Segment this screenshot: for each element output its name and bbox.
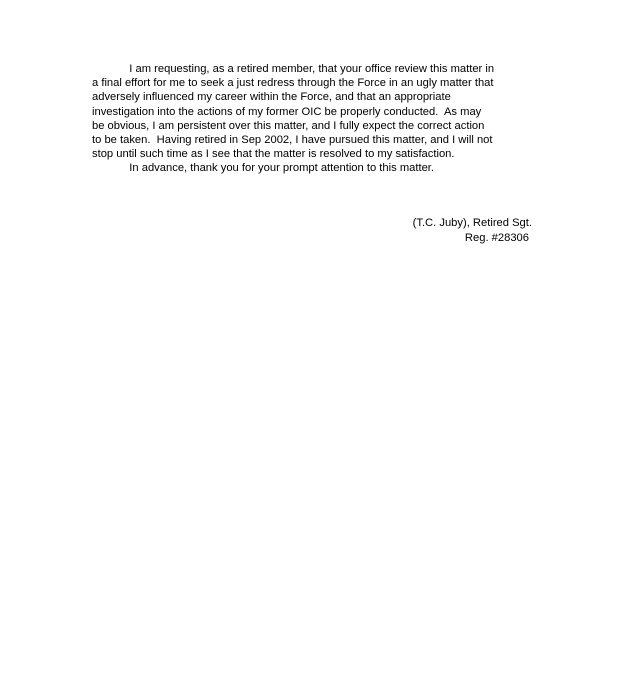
letter-body bbox=[92, 62, 536, 176]
letter-line-5: be obvious, I am persistent over this matter, and I fully expect the correct action bbox=[92, 119, 485, 132]
letter-line-3: adversely influenced my career within the Force, and that an appropriate bbox=[92, 91, 451, 104]
letter-line-6: to be taken. Having retired in Sep 2002, I have pursued this matter, and I will not bbox=[92, 134, 493, 147]
letter-line-2: a final effort for me to seek a just redress through the Force in an ugly matter that bbox=[92, 77, 494, 90]
signature-block bbox=[330, 216, 532, 245]
letter-line-1: I am requesting, as a retired member, that your office review this matter in bbox=[92, 63, 495, 75]
letter-line-4: investigation into the actions of my former OIC be properly conducted. As may bbox=[92, 105, 482, 118]
letter-line-8: In advance, thank you for your prompt attention to this matter. bbox=[92, 162, 435, 175]
letter-line-7: stop until such time as I see that the matter is resolved to my satisfaction. bbox=[92, 148, 455, 161]
signature-name: (T.C. Juby), Retired Sgt. bbox=[412, 217, 532, 229]
signature-reg-number: Reg. #28306 bbox=[464, 231, 529, 244]
